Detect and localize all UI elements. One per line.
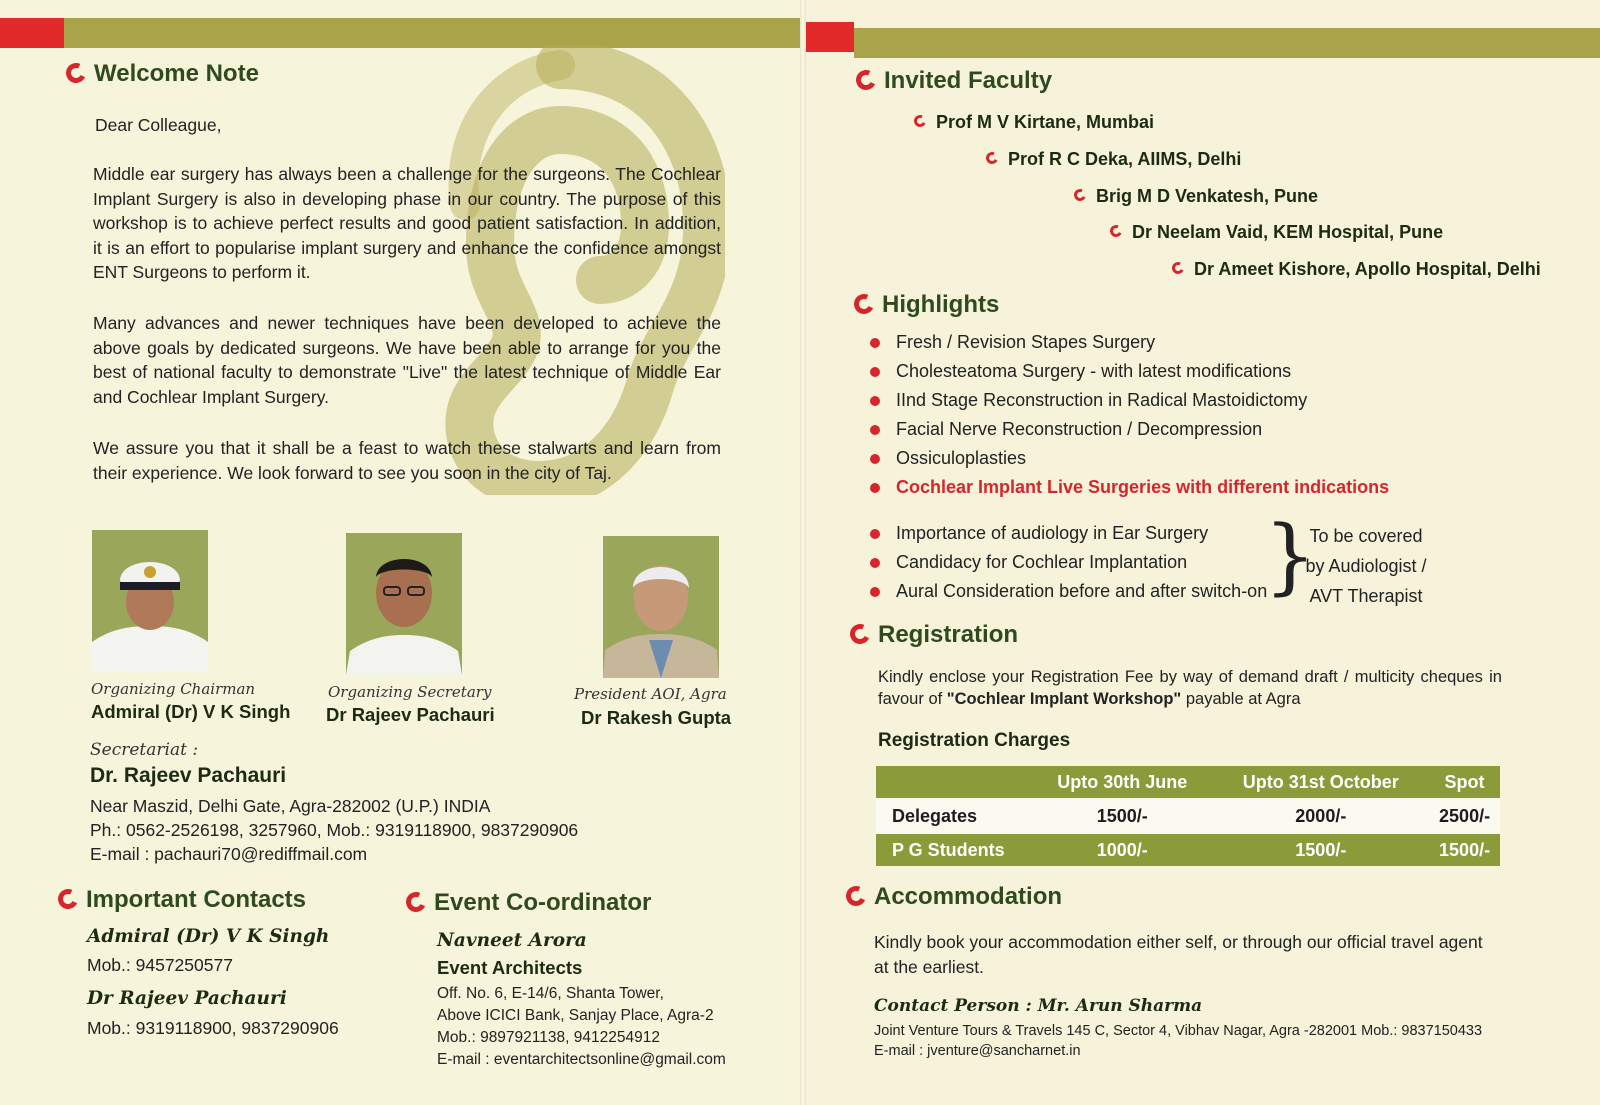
- coordinator-address-1: Off. No. 6, E-14/6, Shanta Tower,: [437, 985, 664, 1002]
- c-bullet-icon: [1108, 223, 1123, 238]
- list-item: IInd Stage Reconstruction in Radical Mastoidictomy: [868, 386, 1389, 415]
- registration-text: Kindly enclose your Registration Fee by way of demand draft / multicity cheques in favour of "Cochlear Implant Workshop" payable at Agra: [878, 668, 1502, 708]
- c-bullet-icon: [984, 150, 999, 165]
- contact-address: Joint Venture Tours & Travels 145 C, Sector 4, Vibhav Nagar, Agra -282001 Mob.: 9837150433: [874, 1023, 1483, 1039]
- note-line: by Audiologist /: [1305, 556, 1427, 576]
- table-cell: 2500/-: [1429, 798, 1500, 834]
- faculty-member: Dr Ameet Kishore, Apollo Hospital, Delhi: [1172, 259, 1541, 280]
- table-cell: 1000/-: [1032, 834, 1213, 866]
- accommodation-text: Kindly book your accommodation either self, or through our official travel agent at the earliest.: [874, 932, 1483, 977]
- event-coordinator-heading: Event Co-ordinator: [406, 889, 651, 917]
- list-item: Fresh / Revision Stapes Surgery: [868, 328, 1389, 357]
- registration-charges-title: Registration Charges: [878, 730, 1071, 751]
- list-item: Cholesteatoma Surgery - with latest modifications: [868, 357, 1389, 386]
- c-bullet-icon: [847, 621, 873, 647]
- note-line: To be covered: [1309, 526, 1423, 546]
- c-bullet-icon: [912, 113, 927, 128]
- name-organizing-secretary: Dr Rajeev Pachauri: [326, 704, 495, 725]
- coordinator-company: Event Architects: [437, 957, 583, 978]
- welcome-paragraph-1: Middle ear surgery has always been a challenge for the surgeons. The Cochlear Implant Surgery is also in developing phase in our country. The purpose of this workshop is to achieve perfect results and good patient satisfaction. In addition, it is an effort to popularise implant surgery and enhance the confidence amongst ENT Surgeons to perform it.: [93, 164, 721, 282]
- salutation: Dear Colleague,: [95, 115, 222, 135]
- c-bullet-icon: [843, 883, 869, 909]
- audiology-list: [868, 519, 1267, 606]
- invited-faculty-heading: Invited Faculty: [856, 67, 1052, 95]
- row-label: P G Students: [876, 834, 1032, 866]
- secretariat-email[interactable]: E-mail : pachauri70@rediffmail.com: [90, 844, 368, 864]
- highlights-heading: Highlights: [854, 291, 999, 319]
- contact-email[interactable]: E-mail : jventure@sancharnet.in: [874, 1043, 1081, 1059]
- list-item: Ossiculoplasties: [868, 444, 1389, 473]
- name-president: Dr Rakesh Gupta: [581, 707, 732, 728]
- top-bar-olive: [854, 28, 1600, 58]
- welcome-paragraph-3: We assure you that it shall be a feast to watch these stalwarts and learn from their experience. We look forward to see you soon in the city of Taj.: [93, 438, 721, 483]
- photo-organizing-chairman: [92, 530, 208, 672]
- table-header: Spot: [1429, 766, 1500, 798]
- registration-heading: Registration: [850, 621, 1018, 649]
- faculty-member: Prof M V Kirtane, Mumbai: [914, 112, 1154, 133]
- list-item: Importance of audiology in Ear Surgery: [868, 519, 1267, 548]
- brace-icon: }: [1264, 509, 1317, 604]
- important-contacts-heading: Important Contacts: [58, 886, 306, 914]
- c-bullet-icon: [853, 67, 879, 93]
- faculty-member: Prof R C Deka, AIIMS, Delhi: [986, 149, 1241, 170]
- role-president: President AOI, Agra: [574, 685, 727, 703]
- contact-mob-2: Mob.: 9319118900, 9837290906: [87, 1018, 339, 1038]
- top-bar-red: [0, 18, 64, 48]
- secretariat-label: Secretariat :: [90, 740, 199, 760]
- accommodation-heading: Accommodation: [846, 883, 1062, 911]
- top-bar-olive: [64, 18, 800, 48]
- table-header: Upto 31st October: [1213, 766, 1430, 798]
- top-bar-red: [806, 22, 854, 52]
- c-bullet-icon: [851, 291, 877, 317]
- secretariat-phone: Ph.: 0562-2526198, 3257960, Mob.: 9319118900, 9837290906: [90, 820, 579, 840]
- highlights-list: [868, 328, 1389, 502]
- coordinator-mob: Mob.: 9897921138, 9412254912: [437, 1029, 660, 1046]
- coordinator-address-2: Above ICICI Bank, Sanjay Place, Agra-2: [437, 1007, 714, 1024]
- coordinator-name: Navneet Arora: [437, 930, 587, 951]
- c-bullet-icon: [403, 889, 429, 915]
- photo-president-aoi: [603, 536, 719, 678]
- table-cell: 1500/-: [1429, 834, 1500, 866]
- table-header: [876, 766, 1032, 798]
- right-panel: [806, 0, 1600, 1105]
- welcome-note-heading: Welcome Note: [66, 60, 259, 88]
- list-item: Aural Consideration before and after switch-on: [868, 577, 1267, 606]
- contact-name-1: Admiral (Dr) V K Singh: [87, 926, 330, 947]
- c-bullet-icon: [63, 60, 89, 86]
- c-bullet-icon: [55, 886, 81, 912]
- note-line: AVT Therapist: [1309, 586, 1423, 606]
- role-organizing-secretary: Organizing Secretary: [328, 683, 492, 701]
- coordinator-email[interactable]: E-mail : eventarchitectsonline@gmail.com: [437, 1051, 726, 1068]
- secretariat-address: Near Maszid, Delhi Gate, Agra-282002 (U.P.) INDIA: [90, 796, 491, 816]
- c-bullet-icon: [1072, 187, 1087, 202]
- row-label: Delegates: [876, 798, 1032, 834]
- faculty-member: Brig M D Venkatesh, Pune: [1074, 186, 1318, 207]
- secretariat-name: Dr. Rajeev Pachauri: [90, 764, 287, 787]
- c-bullet-icon: [1170, 260, 1185, 275]
- list-item: Candidacy for Cochlear Implantation: [868, 548, 1267, 577]
- contact-person: Contact Person : Mr. Arun Sharma: [874, 996, 1203, 1016]
- table-cell: 2000/-: [1213, 798, 1430, 834]
- welcome-paragraph-2: Many advances and newer techniques have been developed to achieve the above goals by dedicated surgeons. We have been able to arrange for you the best of national faculty to demonstrate "Live" the latest technique of Middle Ear and Cochlear Implant Surgery.: [93, 313, 721, 407]
- list-item: Facial Nerve Reconstruction / Decompression: [868, 415, 1389, 444]
- table-cell: 1500/-: [1213, 834, 1430, 866]
- payee-name: "Cochlear Implant Workshop": [946, 690, 1182, 708]
- contact-name-2: Dr Rajeev Pachauri: [87, 988, 287, 1009]
- table-row: [876, 834, 1500, 866]
- table-cell: 1500/-: [1032, 798, 1213, 834]
- name-organizing-chairman: Admiral (Dr) V K Singh: [91, 701, 291, 722]
- list-item-highlighted: Cochlear Implant Live Surgeries with different indications: [868, 473, 1389, 502]
- audiology-note: [1286, 521, 1446, 611]
- role-organizing-chairman: Organizing Chairman: [91, 680, 256, 698]
- photo-organizing-secretary: [346, 533, 462, 675]
- contact-mob-1: Mob.: 9457250577: [87, 955, 233, 975]
- faculty-member: Dr Neelam Vaid, KEM Hospital, Pune: [1110, 222, 1443, 243]
- registration-charges-table: [876, 766, 1500, 866]
- table-row: [876, 798, 1500, 834]
- table-header: Upto 30th June: [1032, 766, 1213, 798]
